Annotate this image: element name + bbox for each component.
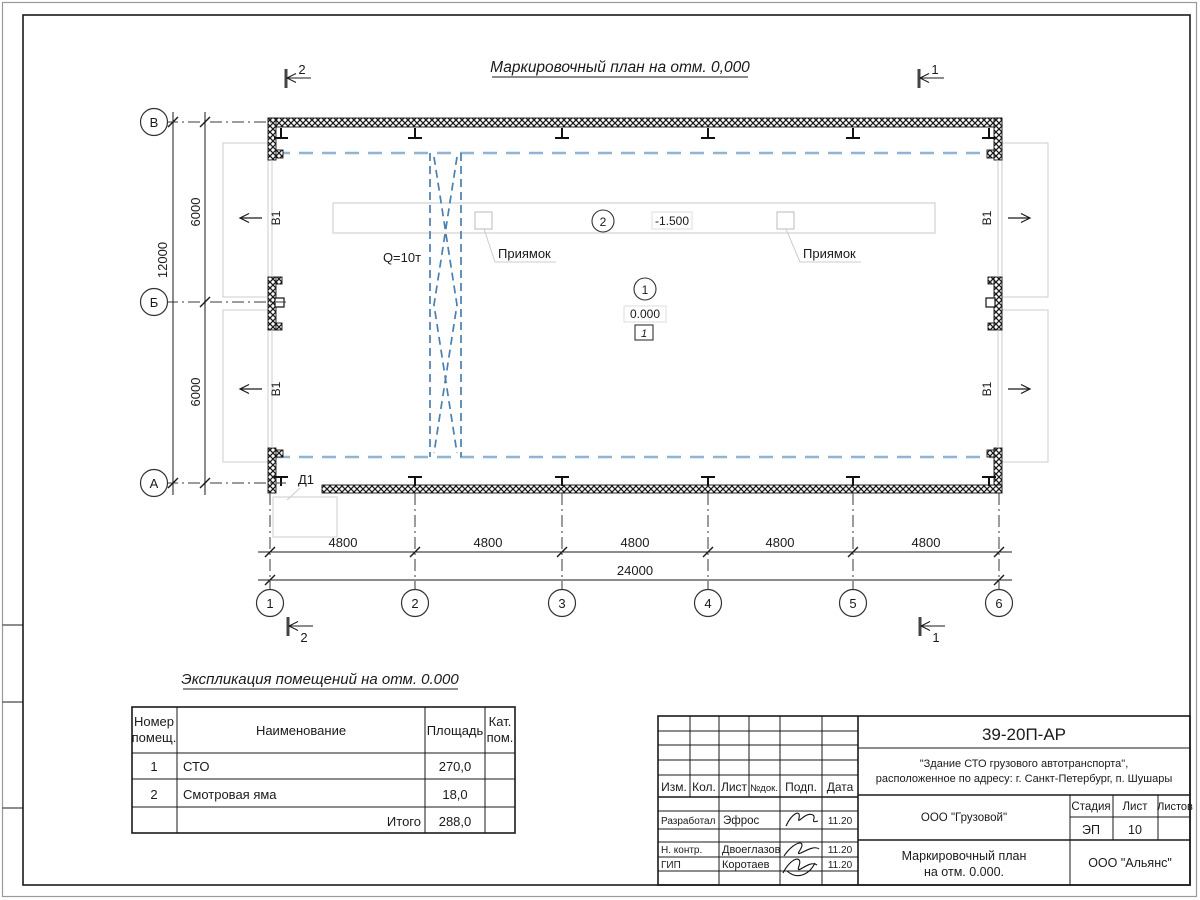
project-name-line2: расположенное по адресу: г. Санкт-Петербург, п. Шушары <box>875 773 1173 785</box>
role-gip: ГИП <box>661 860 681 871</box>
inspection-pit-band <box>333 203 935 262</box>
sheets-label: Листов <box>1157 801 1193 813</box>
crane-bridge <box>430 153 461 457</box>
total-label: Итого <box>386 814 421 829</box>
signature <box>783 859 817 876</box>
axes <box>141 109 1013 617</box>
axis-label: 6 <box>995 596 1003 611</box>
axis-label: Б <box>149 295 159 310</box>
project-name-line1: "Здание СТО грузового автотранспорта", <box>919 758 1129 770</box>
explication-title: Экспликация помещений на отм. 0.000 <box>181 671 459 688</box>
col-header: Номер <box>133 714 175 729</box>
name-gip: Коротаев <box>722 859 770 871</box>
dim-label: 4800 <box>620 535 650 550</box>
table-row <box>150 759 471 774</box>
table-total-row <box>387 814 471 829</box>
exit-arrow-icon <box>240 214 1030 397</box>
col-list: Лист <box>720 780 748 794</box>
section-marker-icon <box>919 62 944 88</box>
total-value: 288,0 <box>438 814 472 829</box>
col-header: помещ. <box>131 730 177 745</box>
floor-type-mark: 1 <box>640 328 648 340</box>
door-label: Д1 <box>297 472 315 487</box>
dim-label: 24000 <box>616 563 654 578</box>
cell-area: 270,0 <box>438 759 472 774</box>
dim-label: 4800 <box>473 535 503 550</box>
dim-label: 4800 <box>765 535 795 550</box>
plan-title: Маркировочный план на отм. 0,000 <box>490 59 750 76</box>
cell-number: 2 <box>150 787 158 802</box>
axis-label: 1 <box>266 596 274 611</box>
gate-label: В1 <box>980 381 994 397</box>
sheet-value: 10 <box>1128 823 1142 837</box>
gate-label: В1 <box>269 210 283 226</box>
col-ndok: №док. <box>750 783 778 794</box>
pit-callout-right: Приямок <box>803 246 856 261</box>
dim-label: 6000 <box>188 377 203 407</box>
pit-room-mark: 2 <box>599 215 607 229</box>
section-markers <box>286 62 945 645</box>
wall-top <box>268 118 1002 127</box>
dim-label: 12000 <box>155 241 170 279</box>
door-mark <box>287 472 314 500</box>
date-developed: 11.20 <box>827 816 853 827</box>
dim-label: 6000 <box>188 197 203 227</box>
sheet-title-line1: Маркировочный план <box>901 849 1027 863</box>
axis-label: 2 <box>411 596 419 611</box>
col-header: Наименование <box>255 723 347 738</box>
cell-area: 18,0 <box>442 787 468 802</box>
doc-number: 39-20П-АР <box>981 725 1067 744</box>
role-developed: Разработал <box>661 816 716 827</box>
pit-level: -1.500 <box>654 214 690 228</box>
gate-label: В1 <box>980 210 994 226</box>
column-right-b <box>986 298 995 307</box>
sheet-label: Лист <box>1122 801 1148 813</box>
wall-left-bottom <box>268 448 276 493</box>
col-kol: Кол. <box>692 780 716 794</box>
company-name: ООО "Альянс" <box>1088 856 1172 870</box>
name-ncontr: Двоеглазов <box>722 844 781 856</box>
cell-name: СТО <box>183 759 210 774</box>
pit-symbol-right <box>777 212 794 229</box>
section-marker-icon <box>288 617 313 645</box>
col-izm: Изм. <box>661 780 687 794</box>
pit-symbol-left <box>475 212 492 229</box>
section-number: 1 <box>932 630 940 645</box>
table-row <box>150 787 467 802</box>
title-block <box>658 716 1193 885</box>
signature <box>786 813 818 826</box>
dim-label: 4800 <box>911 535 941 550</box>
dim-label: 4800 <box>328 535 358 550</box>
crane-capacity-label: Q=10т <box>382 250 422 265</box>
cell-number: 1 <box>150 759 158 774</box>
gate-marks <box>240 210 1030 396</box>
floor-level: 0.000 <box>629 307 661 321</box>
stage-label: Стадия <box>1071 801 1111 813</box>
room-mark: 1 <box>641 283 649 297</box>
date-gip: 11.20 <box>827 860 853 871</box>
axis-label: 3 <box>558 596 566 611</box>
section-number: 2 <box>298 62 306 77</box>
axis-label: В <box>149 115 159 130</box>
date-ncontr: 11.20 <box>827 845 853 856</box>
drawing-title <box>490 59 750 77</box>
section-number: 2 <box>300 630 308 645</box>
section-number: 1 <box>931 62 939 77</box>
crane-runway <box>276 153 994 457</box>
wall-bottom <box>322 485 1002 493</box>
cell-name: Смотровая яма <box>183 787 277 802</box>
explication-table <box>132 671 515 833</box>
pit-callout-left: Приямок <box>498 246 551 261</box>
section-marker-icon <box>920 617 945 645</box>
axis-label: 5 <box>849 596 857 611</box>
col-data: Дата <box>826 780 854 794</box>
signature <box>784 843 819 856</box>
col-header: Кат. <box>488 714 512 729</box>
client-name: ООО "Грузовой" <box>920 812 1008 824</box>
name-developed: Эфрос <box>723 815 760 827</box>
dimensions <box>155 112 1012 585</box>
axis-label: 4 <box>704 596 712 611</box>
gate-label: В1 <box>269 381 283 397</box>
axis-label: А <box>149 476 159 491</box>
stage-value: ЭП <box>1082 823 1100 837</box>
col-podp: Подп. <box>785 780 817 794</box>
role-ncontr: Н. контр. <box>661 845 703 856</box>
sheet-title-line2: на отм. 0.000. <box>923 865 1005 879</box>
section-marker-icon <box>286 62 311 88</box>
col-header: Площадь <box>426 723 484 738</box>
col-header: пом. <box>486 730 514 745</box>
